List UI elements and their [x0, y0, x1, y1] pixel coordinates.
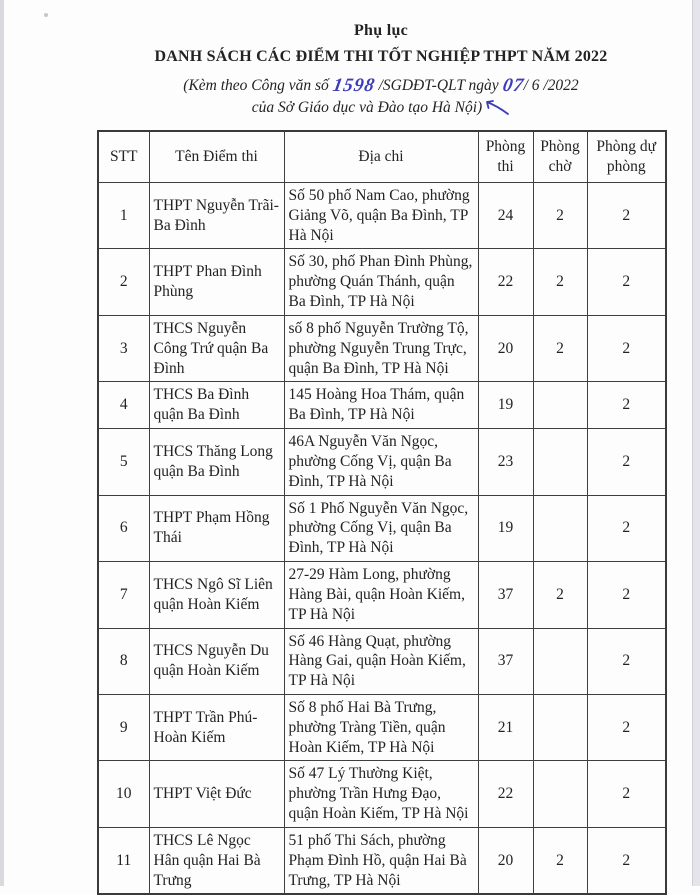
exam-site-name-cell: THCS Nguyễn Công Trứ quận Ba Đình	[149, 315, 284, 381]
header-exam-rooms: Phòng thi	[478, 131, 533, 183]
table-row	[98, 628, 666, 694]
scan-page-edge-right	[692, 0, 700, 886]
header-stt: STT	[98, 131, 149, 183]
page-title: DANH SÁCH CÁC ĐIỂM THI TỐT NGHIỆP THPT NĂM 2022	[154, 48, 608, 65]
subtitle-mid: /SGDĐT-QLT ngày	[378, 77, 499, 94]
stt-cell: 7	[98, 562, 149, 628]
backup-rooms-cell: 2	[587, 249, 666, 315]
waiting-rooms-cell: 2	[533, 315, 587, 381]
subtitle-line2: của Sở Giáo dục và Đào tạo Hà Nội)	[251, 99, 483, 117]
subtitle-date-rest: / 6 /2022	[523, 77, 579, 94]
exam-rooms-cell: 20	[478, 827, 533, 894]
stt-cell: 4	[98, 382, 149, 429]
stt-cell: 11	[98, 827, 149, 894]
table-row	[98, 315, 666, 381]
stt-cell: 2	[98, 249, 149, 315]
table-header-row	[98, 131, 666, 183]
table-row	[98, 495, 666, 561]
exam-site-name-cell: THPT Nguyễn Trãi-Ba Đình	[149, 182, 284, 248]
address-cell: Số 1 Phố Nguyễn Văn Ngọc, phường Cống Vị, quận Ba Đình, TP Hà Nội	[284, 495, 478, 561]
stt-cell: 9	[98, 694, 149, 760]
table-row	[98, 182, 666, 248]
table-row	[98, 382, 666, 429]
exam-site-name-cell: THCS Ba Đình quận Ba Đình	[149, 382, 284, 429]
scan-page-edge-left	[0, 0, 4, 886]
exam-rooms-cell: 37	[478, 628, 533, 694]
table-row	[98, 429, 666, 495]
exam-rooms-cell: 19	[478, 382, 533, 429]
handwritten-day: 07	[500, 75, 526, 96]
backup-rooms-cell: 2	[587, 495, 666, 561]
waiting-rooms-cell: 2	[533, 562, 587, 628]
address-cell: 51 phố Thi Sách, phường Phạm Đình Hồ, quận Hai Bà Trưng, TP Hà Nội	[284, 827, 478, 894]
document-header	[97, 22, 665, 120]
exam-rooms-cell: 37	[478, 562, 533, 628]
stt-cell: 1	[98, 182, 149, 248]
table-row	[98, 249, 666, 315]
exam-rooms-cell: 24	[478, 182, 533, 248]
stt-cell: 3	[98, 315, 149, 381]
exam-rooms-cell: 21	[478, 694, 533, 760]
header-exam-site-name: Tên Điểm thi	[149, 131, 284, 183]
exam-site-name-cell: THCS Thăng Long quận Ba Đình	[149, 429, 284, 495]
table-row	[98, 694, 666, 760]
header-address: Địa chi	[284, 131, 478, 183]
backup-rooms-cell: 2	[587, 562, 666, 628]
address-cell: Số 30, phố Phan Đình Phùng, phường Quán Thánh, quận Ba Đình, TP Hà Nội	[284, 249, 478, 315]
exam-site-name-cell: THPT Trần Phú-Hoàn Kiếm	[149, 694, 284, 760]
backup-rooms-cell: 2	[587, 761, 666, 827]
exam-site-name-cell: THCS Nguyễn Du quận Hoàn Kiếm	[149, 628, 284, 694]
exam-rooms-cell: 23	[478, 429, 533, 495]
table-row	[98, 827, 666, 894]
exam-rooms-cell: 20	[478, 315, 533, 381]
address-cell: 145 Hoàng Hoa Thám, quận Ba Đình, TP Hà Nội	[284, 382, 478, 429]
waiting-rooms-cell: 2	[533, 249, 587, 315]
backup-rooms-cell: 2	[587, 694, 666, 760]
table-row	[98, 761, 666, 827]
header-backup-rooms: Phòng dự phòng	[587, 131, 666, 183]
address-cell: Số 8 phố Hai Bà Trưng, phường Tràng Tiền, quận Hoàn Kiếm, TP Hà Nội	[284, 694, 478, 760]
waiting-rooms-cell	[533, 382, 587, 429]
ink-arrow-icon	[484, 99, 510, 116]
stt-cell: 6	[98, 495, 149, 561]
exam-site-name-cell: THPT Phạm Hồng Thái	[149, 495, 284, 561]
handwritten-doc-number: 1598	[330, 75, 377, 96]
exam-rooms-cell: 22	[478, 761, 533, 827]
backup-rooms-cell: 2	[587, 827, 666, 894]
exam-site-name-cell: THPT Việt Đức	[149, 761, 284, 827]
address-cell: Số 47 Lý Thường Kiệt, phường Trần Hưng Đạo, quận Hoàn Kiếm, TP Hà Nội	[284, 761, 478, 827]
backup-rooms-cell: 2	[587, 628, 666, 694]
address-cell: 46A Nguyễn Văn Ngọc, phường Cống Vị, quận Ba Đình, TP Hà Nội	[284, 429, 478, 495]
exam-rooms-cell: 22	[478, 249, 533, 315]
document-subtitle	[97, 75, 665, 120]
waiting-rooms-cell	[533, 628, 587, 694]
backup-rooms-cell: 2	[587, 182, 666, 248]
waiting-rooms-cell	[533, 694, 587, 760]
subtitle-prefix: (Kèm theo Công văn số	[183, 77, 329, 94]
waiting-rooms-cell	[533, 495, 587, 561]
address-cell: số 8 phố Nguyễn Trường Tộ, phường Nguyễn Trung Trực, quận Ba Đình, TP Hà Nội	[284, 315, 478, 381]
address-cell: Số 50 phố Nam Cao, phường Giảng Võ, quận Ba Đình, TP Hà Nội	[284, 182, 478, 248]
address-cell: Số 46 Hàng Quạt, phường Hàng Gai, quận Hoàn Kiếm, TP Hà Nội	[284, 628, 478, 694]
address-cell: 27-29 Hàm Long, phường Hàng Bài, quận Hoàn Kiếm, TP Hà Nội	[284, 562, 478, 628]
exam-rooms-cell: 19	[478, 495, 533, 561]
exam-site-name-cell: THCS Ngô Sĩ Liên quận Hoàn Kiếm	[149, 562, 284, 628]
waiting-rooms-cell	[533, 761, 587, 827]
waiting-rooms-cell: 2	[533, 827, 587, 894]
backup-rooms-cell: 2	[587, 315, 666, 381]
exam-site-name-cell: THPT Phan Đình Phùng	[149, 249, 284, 315]
waiting-rooms-cell	[533, 429, 587, 495]
backup-rooms-cell: 2	[587, 382, 666, 429]
document-page	[97, 22, 665, 895]
stt-cell: 8	[98, 628, 149, 694]
waiting-rooms-cell: 2	[533, 182, 587, 248]
header-waiting-rooms: Phòng chờ	[533, 131, 587, 183]
stt-cell: 5	[98, 429, 149, 495]
table-row	[98, 562, 666, 628]
stt-cell: 10	[98, 761, 149, 827]
scan-speck	[44, 13, 48, 17]
exam-sites-table	[97, 130, 667, 895]
appendix-label: Phụ lục	[353, 22, 409, 39]
exam-site-name-cell: THCS Lê Ngọc Hân quận Hai Bà Trưng	[149, 827, 284, 894]
backup-rooms-cell: 2	[587, 429, 666, 495]
